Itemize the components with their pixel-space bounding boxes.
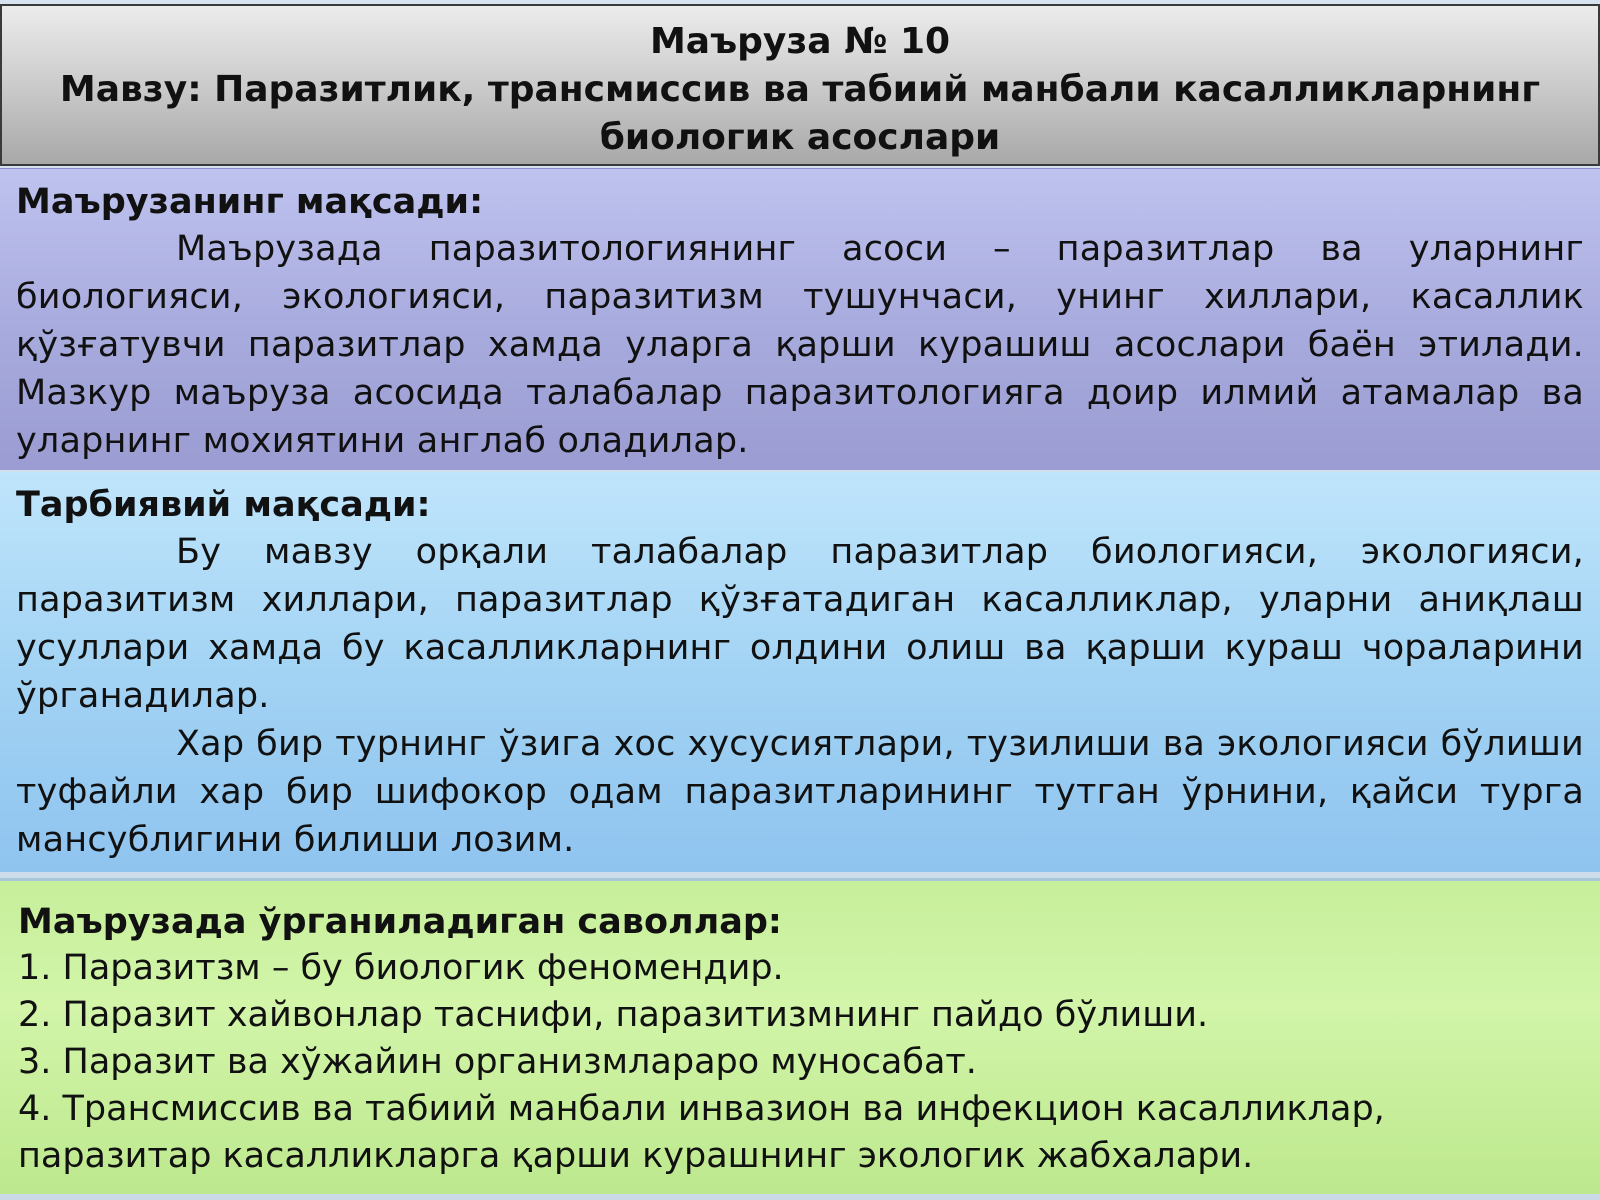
lecture-topic: Мавзу: Паразитлик, трансмиссив ва табиий манбали касалликларнинг xyxy=(59,69,1541,110)
list-item: 2. Паразит хайвонлар таснифи, паразитизмнинг пайдо бўлиши. xyxy=(18,995,1209,1035)
lecture-questions-heading: Маърузада ўрганиладиган саволлар: xyxy=(18,902,782,942)
lecture-goal-section xyxy=(0,168,1600,470)
list-item: 4. Трансмиссив ва табиий манбали инвазион ва инфекцион касалликлар, паразитар касалликларга қарши курашнинг экологик жабхалари. xyxy=(18,1089,1385,1176)
lecture-goal-text: Маърузада паразитологиянинг асоси – паразитлар ва уларнинг биологияси, экологияси, паразитизм тушунчаси, унинг хиллари, касаллик қўзғатувчи паразитлар хамда уларга қарши курашиш асослари баён этилади. Мазкур маъруза асосида талабалар паразитологияга доир илмий атамалар ва уларнинг мохиятини англаб оладилар. xyxy=(16,229,1584,461)
lecture-title-block xyxy=(0,4,1600,166)
lecture-questions-section xyxy=(0,878,1600,1194)
educational-goal-paragraph-2: Хар бир турнинг ўзига хос хусусиятлари, тузилиши ва экологияси бўлиши туфайли хар бир шифокор одам паразитларининг тутган ўрнини, қайси турга мансублигини билиши лозим. xyxy=(16,724,1584,860)
lecture-number: Маъруза № 10 xyxy=(649,21,951,62)
educational-goal-paragraph-1: Бу мавзу орқали талабалар паразитлар биологияси, экологияси, паразитизм хиллари, паразитлар қўзғатадиган касалликлар, уларни аниқлаш усуллари хамда бу касалликларнинг олдини олиш ва қарши кураш чораларини ўрганадилар. xyxy=(16,532,1584,716)
educational-goal-section xyxy=(0,472,1600,872)
lecture-questions-list xyxy=(18,945,1582,1180)
lecture-goal-heading: Маърузанинг мақсади: xyxy=(16,182,484,222)
list-item: 1. Паразитзм – бу биологик феномендир. xyxy=(18,948,784,988)
list-item: 3. Паразит ва хўжайин организмлараро муносабат. xyxy=(18,1042,977,1082)
lecture-topic-continued: биологик асослари xyxy=(599,117,1001,158)
educational-goal-heading: Тарбиявий мақсади: xyxy=(16,485,431,525)
